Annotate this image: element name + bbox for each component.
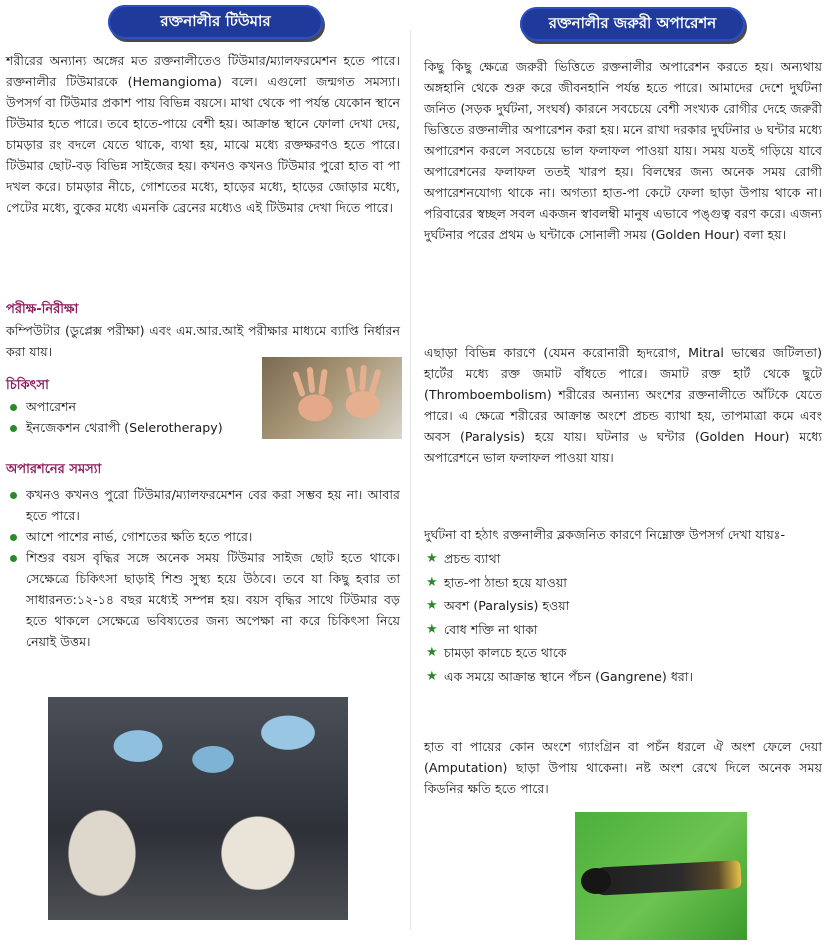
treatment-heading: চিকিৎসা bbox=[6, 378, 49, 393]
column-divider bbox=[410, 30, 411, 930]
green-dot-bullet-icon bbox=[10, 404, 17, 411]
tumor-intro-paragraph: শরীরের অন্যান্য অঙ্গের মত রক্তনালীতেও টিউমার/ম্যালফরমেশন হতে পারে। রক্তনালীর টিউমারকে (Hemangioma) বলে। এগুলো জন্মগত সমস্যা। উপসর্গ বা টিউমার প্রকাশ পায় বিভিন্ন বয়সে। মাথা থেকে পা পর্যন্ত যেকোন স্থানে টিউমার হতে পারে। তবে হাতে-পায়ে বেশী হয়। আক্রান্ত স্থানে ফোলা দেখা দেয়, চামড়ার রং বদলে যেতে থাকে, ব্যথা হয়, মাঝে মধ্যে রক্তক্ষরণও হতে পারে। টিউমার ছোট-বড় বিভিন্ন সাইজের হয়। কখনও কখনও টিউমার পুরো হাত বা পা দখল করে। চামড়ার নীচে, গোশতের মধ্যে, হাড়ের মধ্যে, হাড়ের জোড়ার মধ্যে, পেটের মধ্যে, বুকের মধ্যে এমনকি ব্রেনের মধ্যেও এই টিউমার দেখা দিতে পারে। bbox=[6, 53, 400, 215]
symptoms-intro: দুর্ঘটনা বা হঠাৎ রক্তনালীর ব্লকজনিত কারণে নিম্নোক্ত উপসর্গ দেখা যায়ঃ- bbox=[424, 527, 786, 542]
list-item: ★ অবশ (Paralysis) হওয়া bbox=[424, 594, 822, 618]
list-item: কখনও কখনও পুরো টিউমার/ম্যালফরমেশন বের করা সম্ভব হয় না। আবার হতে পারে। bbox=[6, 484, 400, 526]
list-item: ★ এক সময়ে আক্রান্ত স্থানে পঁচন (Gangrene) ধরা। bbox=[424, 665, 822, 689]
list-item: ★ হাত-পা ঠান্ডা হয়ে যাওয়া bbox=[424, 571, 822, 595]
green-star-bullet-icon: ★ bbox=[426, 621, 438, 637]
gangrene-leg-photo bbox=[575, 812, 747, 940]
section-title-tumor: রক্তনালীর টিউমার bbox=[108, 5, 323, 39]
surgery-team-photo bbox=[48, 697, 348, 920]
green-dot-bullet-icon bbox=[10, 534, 17, 541]
amputation-paragraph: হাত বা পায়ের কোন অংশে গ্যাংগ্রিন বা পচঁন ধরলে ঐ অংশ ফেলে দেয়া (Amputation) ছাড়া উপায় থাকেনা। নষ্ট অংশ রেখে দিলে অনেক সময় কিডনির ক্ষতি হতে পারে। bbox=[424, 739, 822, 796]
operation-problems-list bbox=[6, 484, 400, 652]
symptoms-list bbox=[424, 547, 822, 688]
exam-heading: পরীক্ষ-নিরীক্ষা bbox=[6, 302, 79, 317]
green-star-bullet-icon: ★ bbox=[426, 668, 438, 684]
list-item: ★ চামড়া কালচে হতে থাকে bbox=[424, 641, 822, 665]
list-item: ★ বোধ শক্তি না থাকা bbox=[424, 618, 822, 642]
list-item: আশে পাশের নার্ভ, গোশতের ক্ষতি হতে পারে। bbox=[6, 526, 400, 547]
exam-paragraph: কম্পিউটার (ডুপ্লেক্স পরীক্ষা) এবং এম.আর.আই পরীক্ষার মাধ্যমে ব্যাপ্তি নির্ধারন করা যায়। bbox=[6, 323, 400, 359]
emergency-paragraph-2: এছাড়া বিভিন্ন কারণে (যেমন করোনারী হৃদরোগ, Mitral ভাল্বের জটিলতা) হার্টের মধ্যে রক্ত জমাট বাঁধতে পারে। জমাট রক্ত হার্ট থেকে ছুটে (Thromboembolism) শরীরের অন্যান্য অংশের রক্তনালীতে আঁটকে যেতে পারে। এ ক্ষেত্রে শরীরের আক্রান্ত অংশে প্রচন্ড ব্যাথা হয়, তাপমাত্রা কমে এবং অবস (Paralysis) হয়ে যায়। ঘটনার ৬ ঘন্টার (Golden Hour) মধ্যে অপারেশনে ভাল ফলাফল পাওয়া যায়। bbox=[424, 345, 822, 465]
green-star-bullet-icon: ★ bbox=[426, 598, 438, 613]
hands-tumor-photo bbox=[262, 357, 402, 439]
operation-problems-heading: অপারশনের সমস্যা bbox=[6, 462, 102, 477]
green-dot-bullet-icon bbox=[10, 492, 17, 499]
green-dot-bullet-icon bbox=[10, 425, 17, 432]
list-item: ★ প্রচন্ড ব্যাথা bbox=[424, 547, 822, 571]
green-star-bullet-icon: ★ bbox=[426, 645, 438, 660]
list-item: ইনজেকশন থেরাপী (Selerotherapy) bbox=[6, 417, 256, 438]
green-star-bullet-icon: ★ bbox=[426, 574, 438, 590]
section-title-emergency-operation: রক্তনালীর জরুরী অপারেশন bbox=[520, 7, 745, 41]
green-star-bullet-icon: ★ bbox=[426, 551, 438, 566]
list-item: অপারেশন bbox=[6, 396, 256, 417]
emergency-paragraph-1: কিছু কিছু ক্ষেত্রে জরুরী ভিত্তিতে রক্তনালীর অপারেশন করতে হয়। অন্যথায় অঙ্গহানি থেকে শুরু করে জীবনহানি পর্যন্ত হতে পারে। আমাদের দেশে দুর্ঘটনা জনিত (সড়ক দুর্ঘটনা, সংঘর্ষ) কারনে সবচেয়ে বেশী সংখ্যক রোগীর দেহে জরুরী ভিত্তিতে রক্তনালীর অপারেশন করা হয়। মনে রাখা দরকার দুর্ঘটনার ৬ ঘন্টার মধ্যে অপারেশন করলে সবচেয়ে ভাল ফলাফল পাওয়া যায়। সময় যতই গড়িয়ে যাবে অপারেশনের ফলাফল ততই খারপ হয়। বিলম্বের জন্য অনেক সময় রোগী অপারেশনযোগ্য থাকে না। অগত্যা হাত-পা কেটে ফেলা ছাড়া উপায় থাকে না। পরিবারের স্বচ্ছল সবল একজন স্বাবলম্বী মানুষ এভাবে পঙ্গুত্ব বরণ করে। এজন্য দুর্ঘটনার পরের প্রথম ৬ ঘন্টাকে সোনালী সময় (Golden Hour) বলা হয়। bbox=[424, 59, 822, 242]
treatment-list bbox=[6, 396, 256, 438]
green-dot-bullet-icon bbox=[10, 555, 17, 562]
list-item: শিশুর বয়স বৃদ্ধির সঙ্গে অনেক সময় টিউমার সাইজ ছোট হতে থাকে। সেক্ষেত্রে চিকিৎসা ছাড়াই শিশু সুস্থ্য হয়ে উঠবে। তবে যা কিছু হবার তা সাধারনত:১২-১৪ বছর মধ্যেই সম্পন্ন হয়। বয়স বৃদ্ধির সাথে টিউমার বড় হতে থাকলে সেক্ষেত্রে ভবিষ্যতের জন্য অপেক্ষা না করে চিকিৎসা নিয়ে নেয়াই উত্তম। bbox=[6, 547, 400, 652]
